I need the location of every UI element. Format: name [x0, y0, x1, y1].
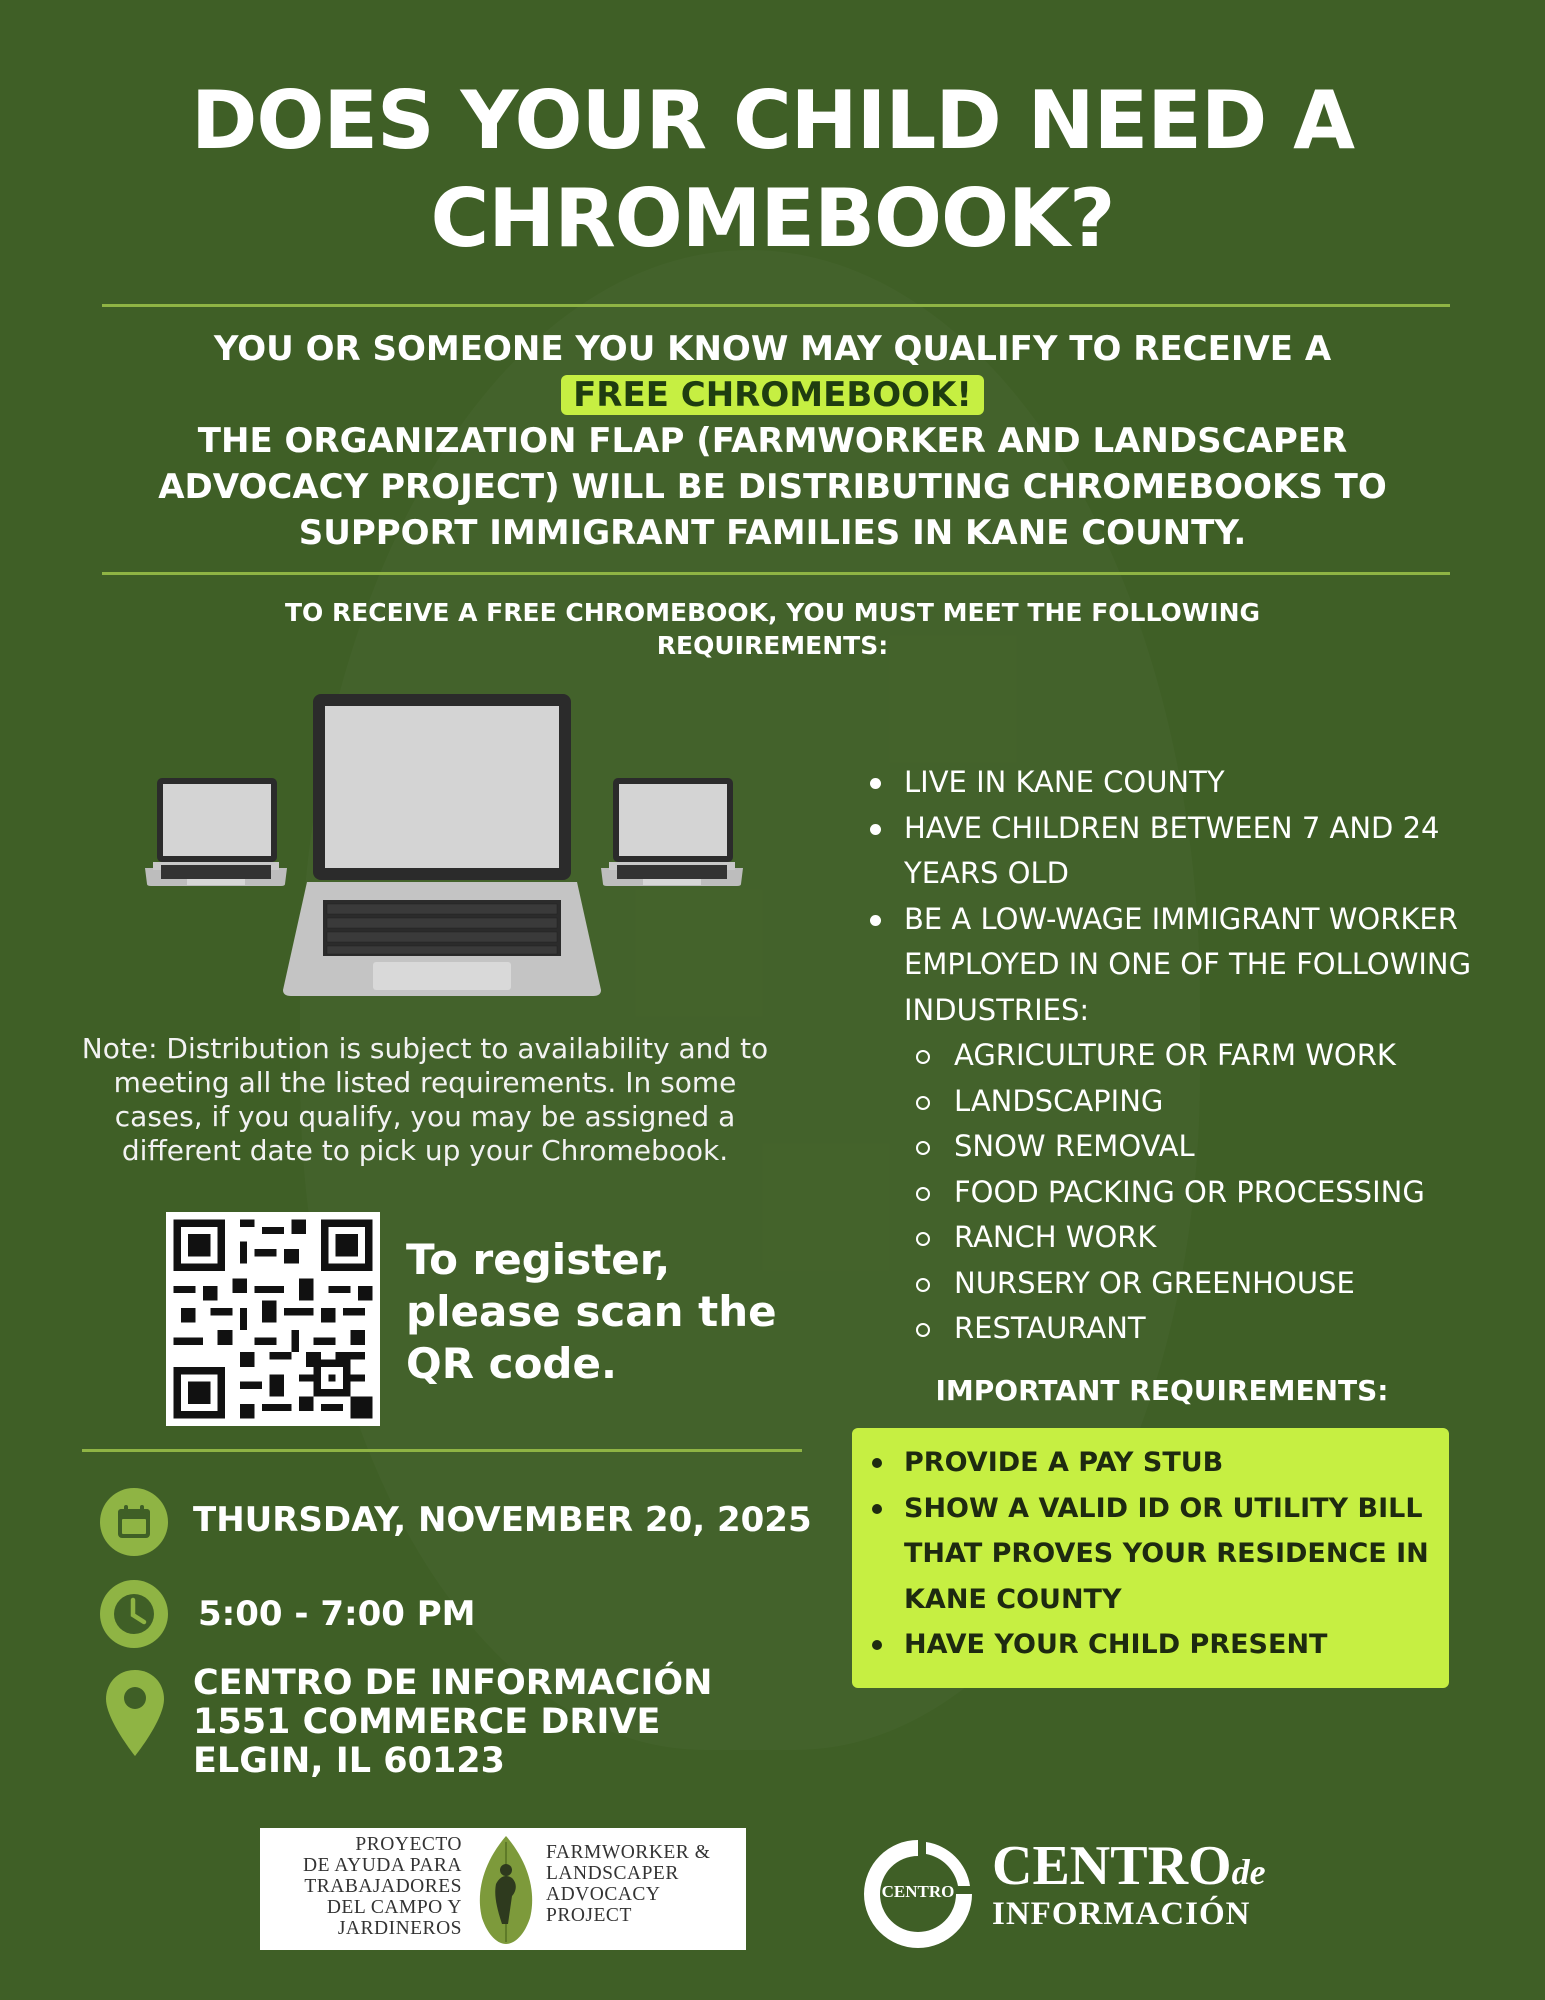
event-location [193, 1664, 753, 1781]
requirements-list [866, 760, 1486, 1352]
laptop-large-center [283, 694, 601, 996]
divider-middle [102, 572, 1450, 575]
industry-item: RANCH WORK [866, 1215, 1486, 1261]
list-item: HAVE CHILDREN BETWEEN 7 AND 24 YEARS OLD [866, 806, 1486, 897]
industry-item: AGRICULTURE OR FARM WORK [866, 1033, 1486, 1079]
qr-code[interactable] [166, 1212, 380, 1426]
distribution-note: Note: Distribution is subject to availability and to meeting all the listed requirements. In some cases, if you qualify, you may be assigned a different date to pick up your Chromebook. [81, 1032, 769, 1167]
industry-item: SNOW REMOVAL [866, 1124, 1486, 1170]
divider-event [82, 1449, 802, 1452]
divider-top [102, 304, 1450, 307]
page-title: DOES YOUR CHILD NEED A CHROMEBOOK? [190, 74, 1355, 265]
important-item: HAVE YOUR CHILD PRESENT [852, 1622, 1449, 1668]
important-item: SHOW A VALID ID OR UTILITY BILL THAT PROVES YOUR RESIDENCE IN KANE COUNTY [852, 1486, 1449, 1623]
address-line-1: 1551 COMMERCE DRIVE [193, 1702, 661, 1742]
centro-ring-label: CENTRO [881, 1882, 955, 1901]
important-item: PROVIDE A PAY STUB [852, 1440, 1449, 1486]
event-date: THURSDAY, NOVEMBER 20, 2025 [193, 1500, 812, 1540]
laptop-small-left [145, 778, 287, 886]
intro-text [100, 326, 1445, 556]
flap-english-name: FARMWORKER & LANDSCAPER ADVOCACY PROJECT [546, 1842, 711, 1926]
industry-item: RESTAURANT [866, 1306, 1486, 1352]
important-requirements-title: IMPORTANT REQUIREMENTS: [935, 1374, 1389, 1407]
location-name: CENTRO DE INFORMACIÓN [193, 1663, 713, 1703]
intro-line-1: YOU OR SOMEONE YOU KNOW MAY QUALIFY TO RECEIVE A [213, 329, 1332, 369]
requirements-title: TO RECEIVE A FREE CHROMEBOOK, YOU MUST MEET THE FOLLOWING REQUIREMENTS: [284, 598, 1261, 660]
leaf-icon [472, 1834, 540, 1946]
register-instructions: To register, please scan the QR code. [406, 1235, 777, 1388]
list-item: LIVE IN KANE COUNTY [866, 760, 1486, 806]
centro-subname: INFORMACIÓN [992, 1896, 1251, 1932]
list-item: BE A LOW-WAGE IMMIGRANT WORKER EMPLOYED IN ONE OF THE FOLLOWING INDUSTRIES: [866, 897, 1486, 1034]
intro-line-2: THE ORGANIZATION FLAP (FARMWORKER AND LANDSCAPER ADVOCACY PROJECT) WILL BE DISTRIBUTING CHROMEBOOKS TO SUPPORT IMMIGRANT FAMILIES IN KANE COUNTY. [158, 421, 1387, 553]
important-requirements-box [852, 1428, 1449, 1688]
industry-item: NURSERY OR GREENHOUSE [866, 1261, 1486, 1307]
laptop-icon [135, 690, 755, 1000]
calendar-icon [100, 1488, 168, 1556]
free-chromebook-highlight: FREE CHROMEBOOK! [561, 375, 984, 415]
industry-item: FOOD PACKING OR PROCESSING [866, 1170, 1486, 1216]
centro-logo [856, 1832, 1276, 1952]
clock-icon [100, 1580, 168, 1648]
event-time: 5:00 - 7:00 PM [198, 1594, 476, 1634]
industry-item: LANDSCAPING [866, 1079, 1486, 1125]
centro-name: CENTROde [992, 1835, 1266, 1897]
map-pin-icon [104, 1668, 166, 1758]
laptop-small-right [601, 778, 743, 886]
flap-spanish-name: PROYECTO DE AYUDA PARA TRABAJADORES DEL CAMPO Y JARDINEROS [303, 1834, 462, 1939]
flap-logo [260, 1828, 746, 1950]
address-line-2: ELGIN, IL 60123 [193, 1741, 506, 1781]
